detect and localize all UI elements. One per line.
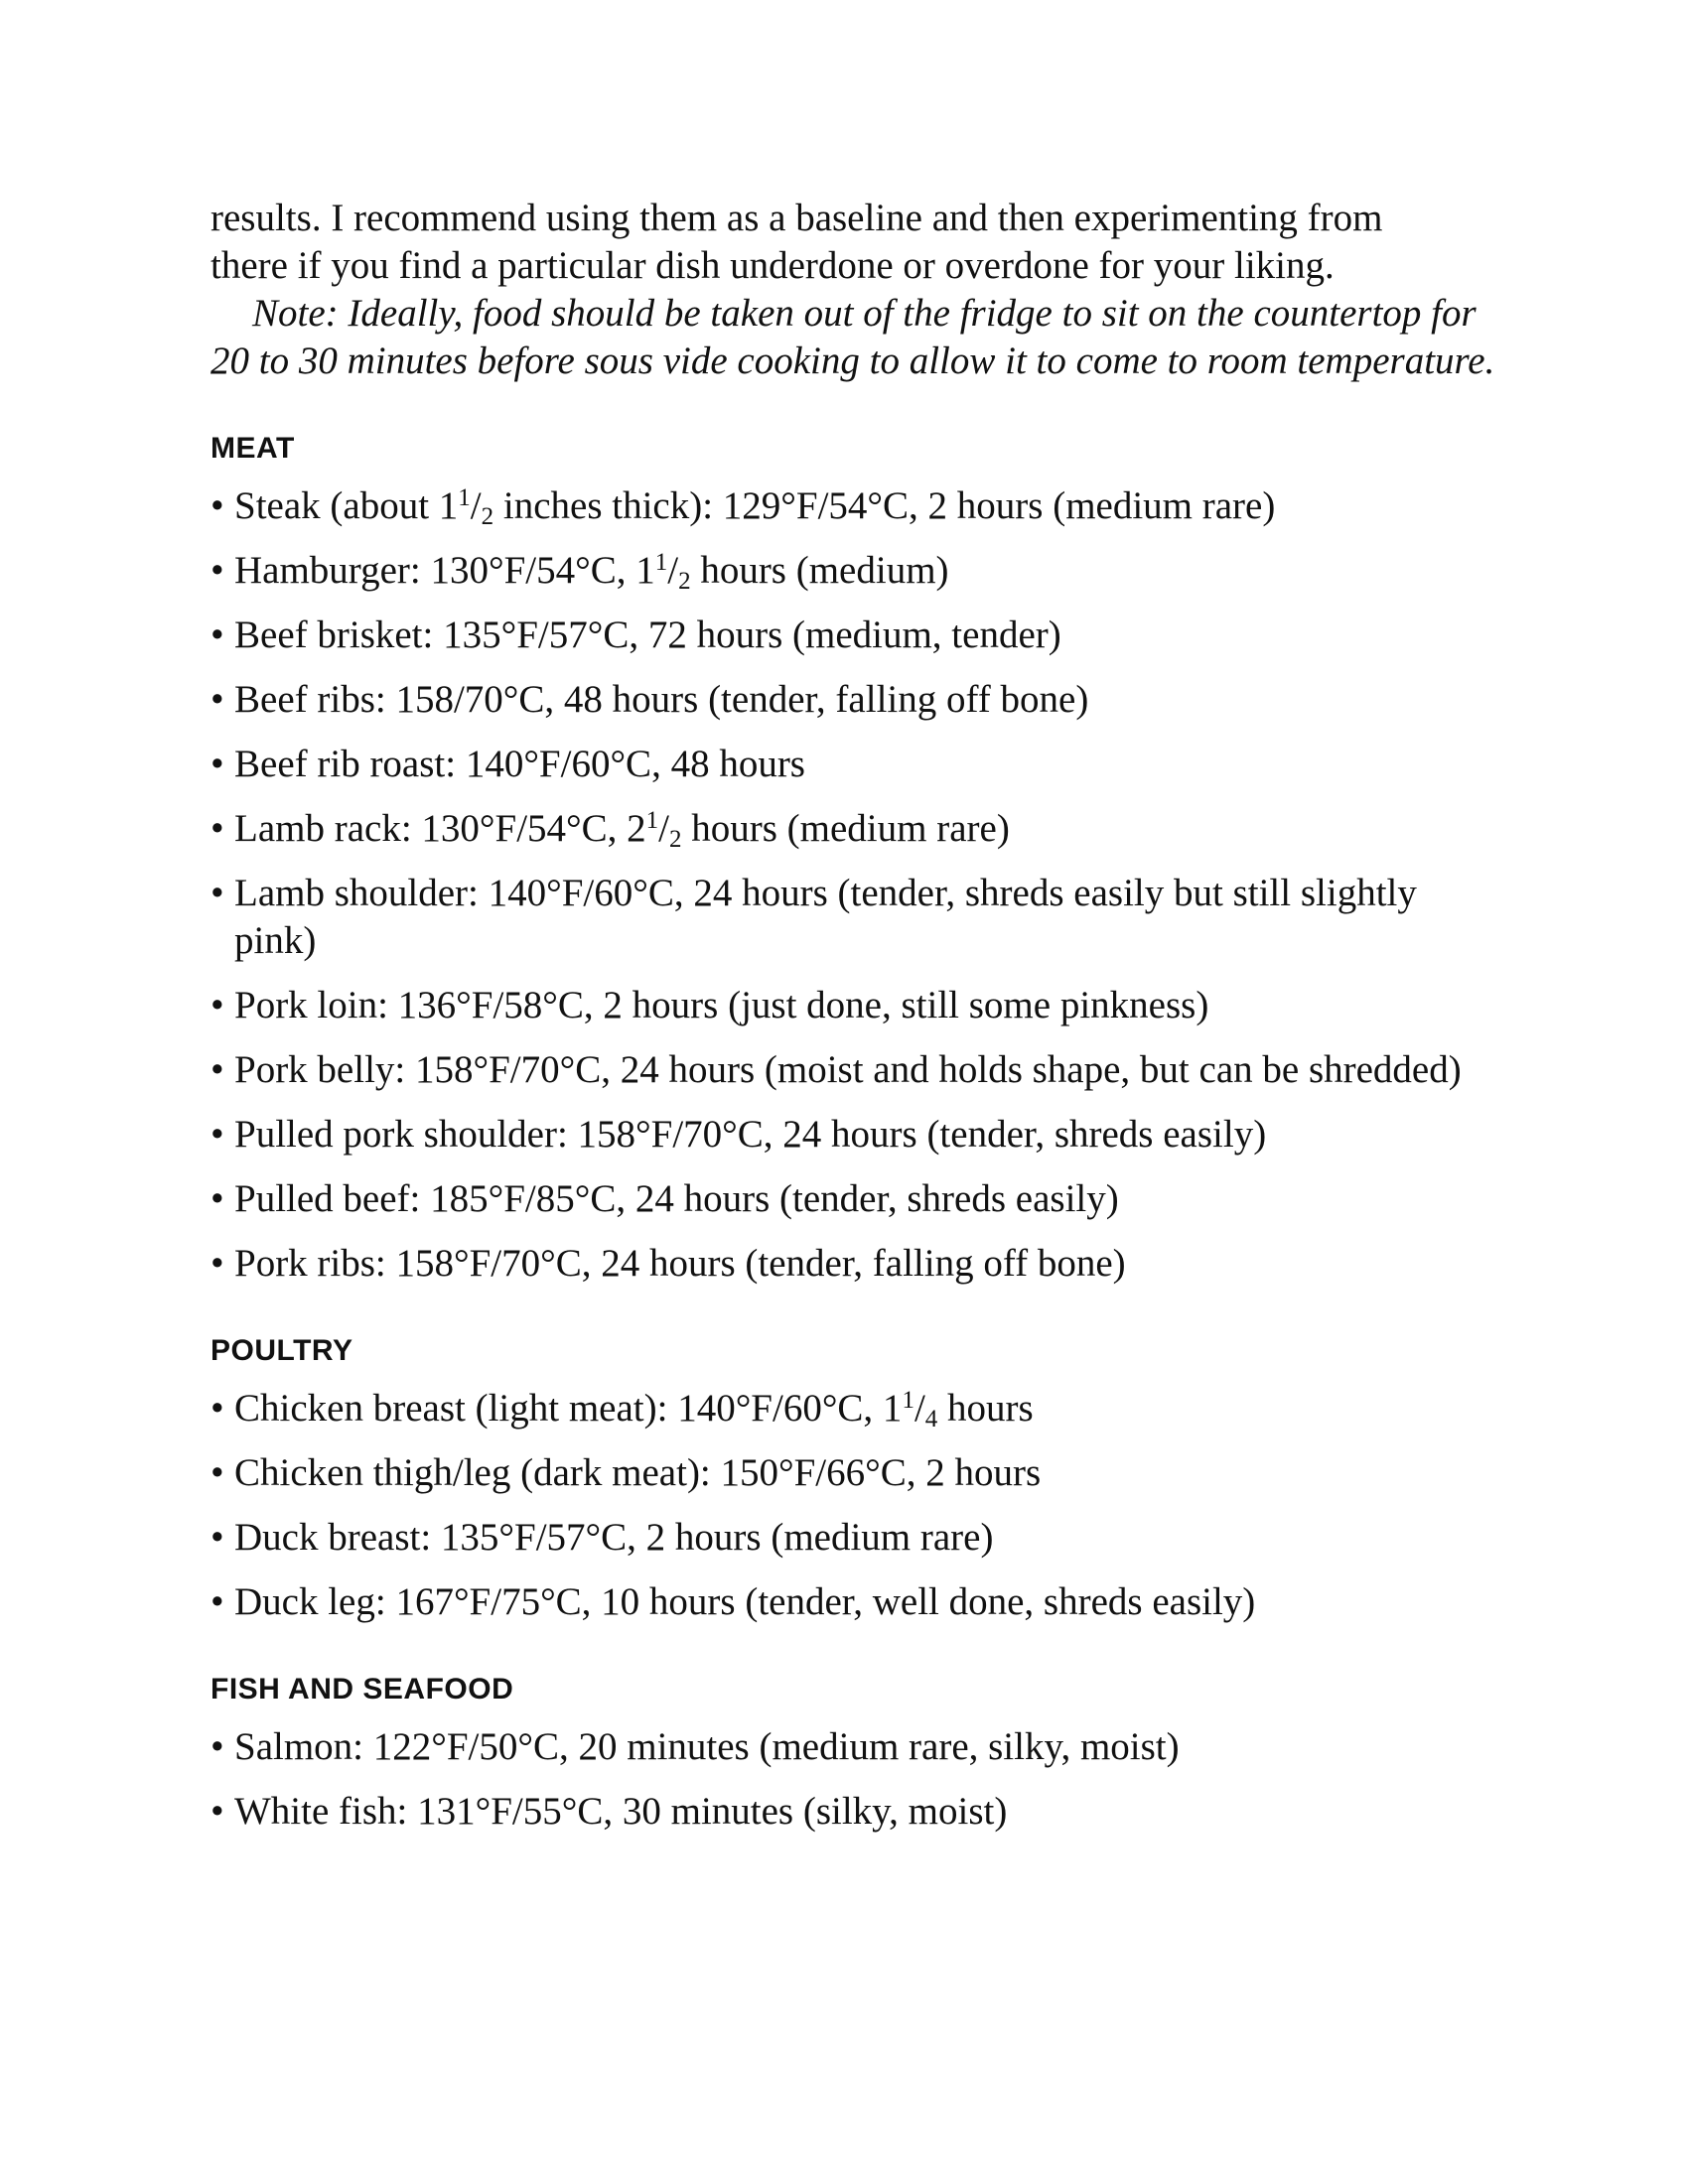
page-content [211, 195, 1501, 1852]
fraction-numerator: 1 [458, 484, 471, 511]
fraction [902, 1387, 938, 1433]
list-item: • White fish: 131°F/55°C, 30 minutes (silky, moist) [211, 1788, 1501, 1836]
intro-line-2: there if you find a particular dish underdone or overdone for your liking. [211, 244, 1335, 287]
meat-list [211, 482, 1501, 1288]
list-item [211, 482, 1501, 530]
fraction-slash: / [658, 807, 669, 850]
fraction [458, 484, 494, 530]
fraction [645, 807, 682, 853]
intro-paragraph [211, 195, 1501, 290]
item-text: hours (medium rare) [681, 807, 1010, 850]
item-text: Hamburger: 130°F/54°C, 1 [234, 549, 655, 592]
intro-line-1: results. I recommend using them as a baseline and then experimenting from [211, 197, 1383, 239]
fraction-denominator: 2 [481, 503, 494, 530]
item-text: inches thick): 129°F/54°C, 2 hours (medium rare) [493, 484, 1276, 527]
poultry-list [211, 1385, 1501, 1626]
list-item: • Duck leg: 167°F/75°C, 10 hours (tender, well done, shreds easily) [211, 1578, 1501, 1626]
fraction-slash: / [667, 549, 679, 592]
item-text: Chicken breast (light meat): 140°F/60°C, 1 [234, 1387, 903, 1430]
list-item [211, 1385, 1501, 1433]
item-text: Steak (about 1 [234, 484, 459, 527]
fraction-numerator: 1 [654, 549, 668, 576]
item-text: hours [937, 1387, 1034, 1430]
section-title-fish-and-seafood: FISH AND SEAFOOD [211, 1673, 514, 1706]
list-item [211, 547, 1501, 595]
fraction-slash: / [470, 484, 482, 527]
fraction-slash: / [914, 1387, 925, 1430]
section-title-meat: MEAT [211, 432, 295, 465]
list-item: • Pork belly: 158°F/70°C, 24 hours (moist and holds shape, but can be shredded) [211, 1046, 1501, 1094]
fish-list [211, 1723, 1501, 1836]
list-item: • Pulled beef: 185°F/85°C, 24 hours (tender, shreds easily) [211, 1175, 1501, 1223]
item-text: Lamb rack: 130°F/54°C, 2 [234, 807, 646, 850]
section-title-poultry: POULTRY [211, 1334, 353, 1367]
fraction-denominator: 4 [924, 1406, 938, 1433]
note-paragraph: Note: Ideally, food should be taken out of the fridge to sit on the countertop for 20 to 30 minutes before sous vide cooking to allow it to come to room temperature. [211, 292, 1495, 382]
fraction [654, 549, 691, 595]
list-item: • Pork loin: 136°F/58°C, 2 hours (just done, still some pinkness) [211, 982, 1501, 1029]
fraction-denominator: 2 [669, 826, 682, 853]
list-item: • Chicken thigh/leg (dark meat): 150°F/66°C, 2 hours [211, 1449, 1501, 1497]
list-item: • Duck breast: 135°F/57°C, 2 hours (medium rare) [211, 1514, 1501, 1562]
list-item: • Beef rib roast: 140°F/60°C, 48 hours [211, 741, 1501, 788]
list-item: • Pulled pork shoulder: 158°F/70°C, 24 hours (tender, shreds easily) [211, 1111, 1501, 1159]
fraction-denominator: 2 [678, 568, 691, 595]
list-item: • Beef brisket: 135°F/57°C, 72 hours (medium, tender) [211, 612, 1501, 659]
fraction-numerator: 1 [902, 1387, 914, 1414]
fraction-numerator: 1 [645, 807, 659, 834]
list-item: • Pork ribs: 158°F/70°C, 24 hours (tender, falling off bone) [211, 1240, 1501, 1288]
list-item: • Salmon: 122°F/50°C, 20 minutes (medium rare, silky, moist) [211, 1723, 1501, 1771]
list-item: • Lamb shoulder: 140°F/60°C, 24 hours (tender, shreds easily but still slightly pink) [211, 870, 1501, 965]
list-item [211, 805, 1501, 853]
item-text: hours (medium) [690, 549, 949, 592]
list-item: • Beef ribs: 158/70°C, 48 hours (tender, falling off bone) [211, 676, 1501, 724]
